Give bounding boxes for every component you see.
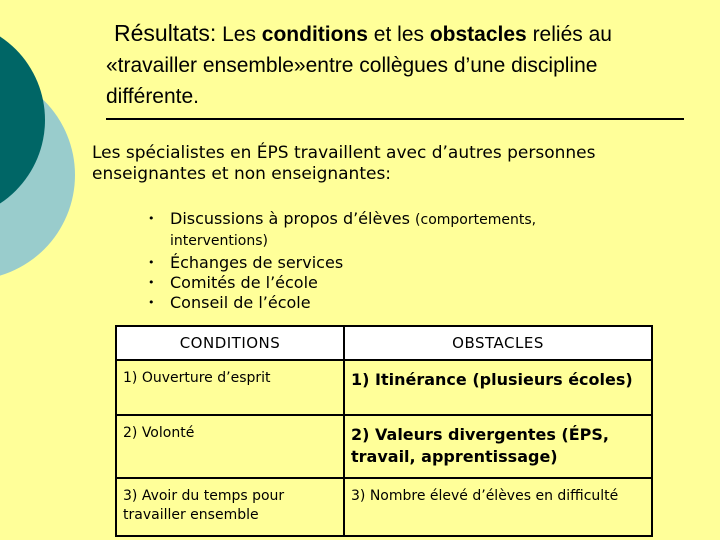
table-header-row: [116, 326, 652, 360]
condition-cell: 1) Ouverture d’esprit: [116, 360, 344, 415]
bullet-text: Échanges de services: [170, 253, 344, 272]
bullet-icon: •: [148, 256, 155, 269]
slide-title: [106, 18, 706, 112]
obstacle-cell: 1) Itinérance (plusieurs écoles): [344, 360, 652, 415]
intro-paragraph: Les spécialistes en ÉPS travaillent avec d’autres personnes enseignantes et non enseignantes:: [92, 143, 596, 184]
title-divider: [106, 118, 684, 120]
title-text: et les: [367, 23, 430, 46]
title-conditions: conditions: [261, 23, 368, 46]
condition-cell: 3) Avoir du temps pour travailler ensemble: [116, 478, 344, 536]
bullet-list: [148, 209, 618, 313]
list-item: [148, 273, 618, 293]
bullet-icon: •: [148, 212, 155, 225]
obstacle-cell: 3) Nombre élevé d’élèves en difficulté: [344, 478, 652, 536]
title-line-3: différente.: [106, 85, 200, 108]
title-obstacles: obstacles: [429, 23, 527, 46]
obstacle-cell: 2) Valeurs divergentes (ÉPS, travail, apprentissage): [344, 415, 652, 478]
bullet-text: Discussions à propos d’élèves: [170, 209, 416, 228]
table-row: [116, 478, 652, 536]
bullet-detail: (comportements, interventions): [170, 212, 537, 249]
conditions-obstacles-table: [115, 325, 653, 537]
title-text: reliés au: [526, 23, 612, 46]
bullet-text: Comités de l’école: [170, 273, 318, 292]
bullet-icon: •: [148, 296, 155, 309]
title-text: Les: [216, 23, 262, 46]
condition-cell: 2) Volonté: [116, 415, 344, 478]
title-line-2: «travailler ensemble»entre collègues d’une discipline: [106, 54, 598, 77]
bullet-icon: •: [148, 276, 155, 289]
list-item: [148, 253, 618, 273]
title-results-word: Résultats:: [114, 20, 217, 46]
header-conditions: CONDITIONS: [116, 326, 344, 360]
bullet-text: Conseil de l’école: [170, 293, 311, 312]
table-row: [116, 415, 652, 478]
list-item: [148, 293, 618, 313]
decorative-circles: [0, 0, 80, 300]
list-item: [148, 209, 618, 251]
header-obstacles: OBSTACLES: [344, 326, 652, 360]
table-row: [116, 360, 652, 415]
